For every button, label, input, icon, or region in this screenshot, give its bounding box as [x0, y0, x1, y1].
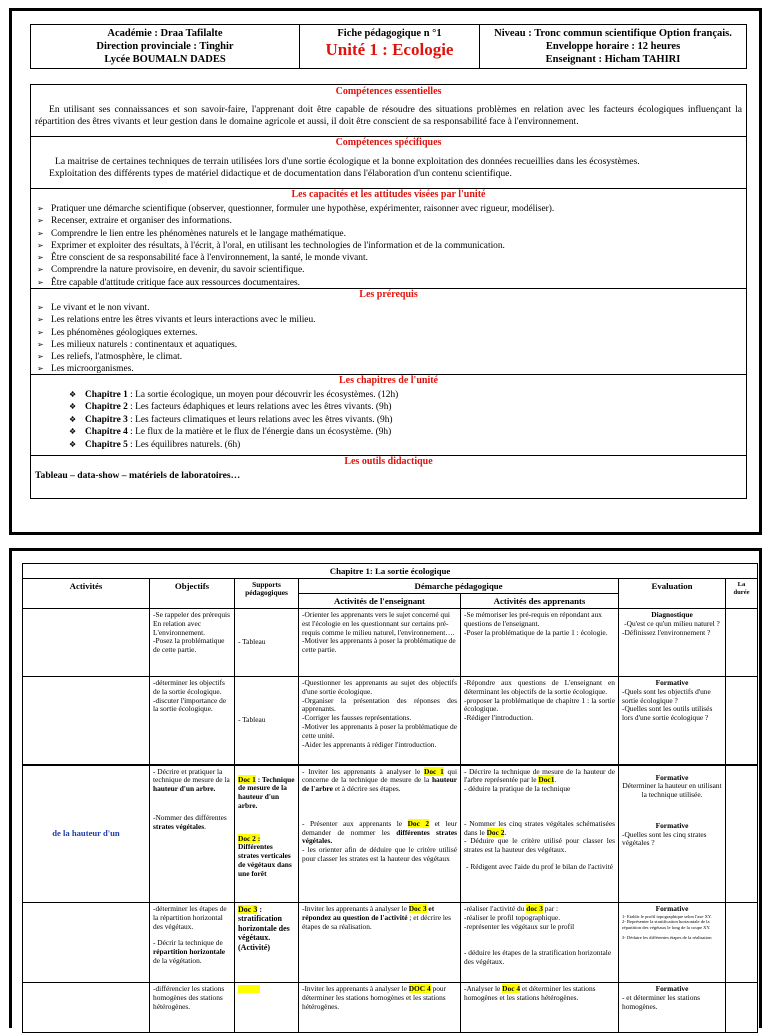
section-title-competences-essentielles: Compétences essentielles: [335, 86, 442, 97]
header-apprenants: Activités des apprenants: [461, 594, 619, 609]
enseignant-cell: -Inviter les apprenants à analyser le DOC 4 pour déterminer les stations homogènes et les stations hétérogènes.: [299, 983, 461, 1033]
header-demarche: Démarche pédagogique: [299, 579, 619, 594]
support-cell: [235, 983, 299, 1033]
academie: Académie : Draa Tafilalte: [107, 28, 223, 39]
list-item: ➢ Être conscient de sa responsabilité face à l'environnement, la santé, le monde vivant.: [37, 252, 742, 264]
enseignant-cell: -Questionner les apprenants au sujet des objectifs d'une sortie écologique. -Organiser la présentation des réponses des apprenants. -Corriger les fausses représentations. -Motiver les apprenants à poser la problématique de cette unité. -Aider les apprenants à rédiger l'introduction.: [299, 677, 461, 765]
apprenants-cell: -réaliser l'activité du doc 3 par : -réaliser le profil topographique. -représenter les végétaux sur le profil - déduire les étapes de la stratification horizontale des végétaux.: [461, 903, 619, 983]
outils-text: Tableau – data-show – matériels de laboratoires…: [35, 470, 241, 481]
support-cell: Doc 1 : Technique de mesure de la hauteur d'un arbre. Doc 2 : Différentes strates verticales de végétaux dans une forêt: [235, 765, 299, 903]
list-item: ➢ Recenser, extraire et organiser des informations.: [37, 215, 742, 227]
unit-sections: [30, 84, 747, 499]
table-row: [23, 903, 758, 983]
section-title-capacites: Les capacités et les attitudes visées par l'unité: [31, 188, 746, 201]
header-enseignant: Activités de l'enseignant: [299, 594, 461, 609]
list-item: ➢ Être capable d'attitude critique face aux ressources documentaires.: [37, 277, 742, 289]
lycee: Lycée BOUMALN DADES: [104, 54, 226, 65]
list-item: ➢ Les milieux naturels : continentaux et aquatiques.: [37, 339, 742, 351]
unit-title: Unité 1 : Ecologie: [325, 40, 454, 59]
enveloppe: Enveloppe horaire : 12 heures: [545, 41, 681, 52]
apprenants-cell: -Analyser le Doc 4 et déterminer les stations homogènes et les stations hétérogènes.: [461, 983, 619, 1033]
header-duree: La durée: [726, 579, 758, 609]
enseignant: Enseignant : Hicham TAHIRI: [545, 54, 681, 65]
list-item: ➢ Les reliefs, l'atmosphère, le climat.: [37, 351, 742, 363]
enseignant-cell: - Inviter les apprenants à analyser le Doc 1 qui concerne de la technique de mesure de la hauteur de l'arbre et à décrire ses étapes. - Présenter aux apprenants le Doc 2 et leur demander de nommer les différentes strates végétales. - les orienter afin de déduire que le critère utilisé pour classer les strates est la hauteur des végétaux: [299, 765, 461, 903]
objectifs-cell: -Se rappeler des prérequis En relation avec L'environnement. -Posez la problématique de cette partie.: [150, 609, 235, 677]
evaluation-cell: Formative 1- Etablir le profil topographique selon l'axe XY. 2- Représenter la stratification horizontale de la répartition des végétaux le long de la coupe XY. 3- Déduire les différentes étapes de la réalisation: [619, 903, 726, 983]
table-row: [23, 765, 758, 903]
enseignant-cell: -Inviter les apprenants à analyser le Doc 3 et répondez au question de l'activité ; et décrire les étapes de sa réalisation.: [299, 903, 461, 983]
support-cell: - Tableau: [235, 609, 299, 677]
section-title-prerequis: Les prérequis: [31, 288, 746, 301]
list-item: ➢ Les microorganismes.: [37, 363, 742, 375]
list-item: ➢ Comprendre la nature provisoire, en devenir, du savoir scientifique.: [37, 264, 742, 276]
list-item: ➢ Les phénomènes géologiques externes.: [37, 327, 742, 339]
apprenants-cell: -Se mémoriser les pré-requis en répondant aux questions de l'enseignant. -Poser la problématique de la partie 1 : écologie.: [461, 609, 619, 677]
support-cell: - Tableau: [235, 677, 299, 765]
list-item: ➢ Le vivant et le non vivant.: [37, 302, 742, 314]
activite-label: de la hauteur d'un: [52, 827, 120, 838]
header-supports: Supports pédagogiques: [235, 579, 299, 609]
header-fiche: [300, 25, 480, 68]
evaluation-cell: Formative Déterminer la hauteur en utilisant la technique utilisée. Formative -Quelles sont les cinq strates végétales ?: [619, 765, 726, 903]
objectifs-cell: -déterminer les étapes de la répartition horizontal des végétaux. - Décrir la technique de répartition horizontale de la végétation.: [150, 903, 235, 983]
support-cell: Doc 3 : stratification horizontale des végétaux. (Activité): [235, 903, 299, 983]
fiche-header: [30, 24, 747, 69]
objectifs-cell: - Décrire et pratiquer la technique de mesure de la hauteur d'un arbre. -Nommer des différentes strates végétales.: [150, 765, 235, 903]
list-item: ➢ Les relations entre les êtres vivants et leurs interactions avec le milieu.: [37, 314, 742, 326]
chapter-1-table: [22, 563, 758, 1033]
list-item: ❖ Chapitre 5 : Les équilibres naturels. (6h): [69, 439, 742, 451]
table-row: [23, 677, 758, 765]
competences-specifiques-line2: Exploitation des différents types de matériel didactique et de documentation dans l'élaboration d'un contenu scientifique.: [49, 168, 512, 179]
header-evaluation: Evaluation: [619, 579, 726, 609]
competences-specifiques-line1: La maitrise de certaines techniques de terrain utilisées lors d'une sortie écologique et la bonne exploitation des données recueillies dans les écosystèmes.: [55, 156, 640, 167]
direction: Direction provinciale : Tinghir: [96, 41, 234, 52]
apprenants-cell: - Décrire la technique de mesure de la hauteur de l'arbre représentée par le Doc1. - déduire la pratique de la technique - Nommer les cinq strates végétales schématisées dans le Doc 2. - Déduire que le critère utilisé pour classer les strates est la hauteur des végétaux. - Rédigent avec l'aide du prof le bilan de l'activité: [461, 765, 619, 903]
evaluation-cell: Formative -Quels sont les objectifs d'une sortie écologique ? -Quelles sont les outils utilisés lors d'une sortie écologique ?: [619, 677, 726, 765]
chapitres-list: [69, 389, 742, 451]
list-item: ❖ Chapitre 1 : La sortie écologique, un moyen pour découvrir les écosystèmes. (12h): [69, 389, 742, 401]
capacites-list: [37, 203, 742, 289]
objectifs-cell: -déterminer les objectifs de la sortie écologique. -discuter l'importance de la sortie écologique.: [150, 677, 235, 765]
header-institution: [31, 25, 300, 68]
header-activites: Activités: [23, 579, 150, 609]
empty-highlight: [238, 985, 260, 993]
prerequis-list: [37, 302, 742, 376]
objectifs-cell: -différencier les stations homogènes des stations hétérogènes.: [150, 983, 235, 1033]
header-details: [480, 25, 746, 68]
table-row: [23, 983, 758, 1033]
evaluation-cell: Formative - et déterminer les stations homogènes.: [619, 983, 726, 1033]
enseignant-cell: -Orienter les apprenants vers le sujet concerné qui est l'écologie en les questionnant sur certains pré-requis comme le milieu naturel, l'environnement…. -Motiver les apprenants à poser la problématique de cette partie.: [299, 609, 461, 677]
list-item: ❖ Chapitre 3 : Les facteurs climatiques et leurs relations avec les êtres vivants. (9h): [69, 414, 742, 426]
evaluation-cell: Diagnostique -Qu'est ce qu'un milieu naturel ? -Définissez l'environnement ?: [619, 609, 726, 677]
apprenants-cell: -Répondre aux questions de L'enseignant en déterminant les objectifs de la sortie écologique. -proposer la problématique de chapitre 1 : la sortie écologique. -Rédiger l'introduction.: [461, 677, 619, 765]
competences-essentielles-text: En utilisant ses connaissances et son savoir-faire, l'apprenant doit être capable de résoudre des situations problèmes en relation avec les facteurs écologiques influençant la répartition des êtres vivants et leur gestion dans le domaine agricole et aussi, il doit être conscient de sa responsabilité face à l'environnement.: [35, 104, 742, 127]
header-objectifs: Objectifs: [150, 579, 235, 609]
list-item: ➢ Exprimer et exploiter des résultats, à l'écrit, à l'oral, en utilisant les technologies de l'information et de la communication.: [37, 240, 742, 252]
niveau: Niveau : Tronc commun scientifique Option français.: [494, 28, 732, 39]
table-row: [23, 609, 758, 677]
section-title-competences-specifiques: Compétences spécifiques: [31, 136, 746, 149]
table-title: Chapitre 1: La sortie écologique: [23, 564, 758, 579]
section-title-chapitres: Les chapitres de l'unité: [31, 374, 746, 387]
list-item: ➢ Comprendre le lien entre les phénomènes naturels et le langage mathématique.: [37, 228, 742, 240]
section-title-outils: Les outils didactique: [31, 455, 746, 468]
list-item: ❖ Chapitre 4 : Le flux de la matière et le flux de l'énergie dans un écosystème. (9h): [69, 426, 742, 438]
list-item: ❖ Chapitre 2 : Les facteurs édaphiques et leurs relations avec les êtres vivants. (9h): [69, 401, 742, 413]
list-item: ➢ Pratiquer une démarche scientifique (observer, questionner, formuler une hypothèse, expérimenter, raisonner avec rigueur, modéliser).: [37, 203, 742, 215]
fiche-number: Fiche pédagogique n °1: [337, 28, 442, 39]
